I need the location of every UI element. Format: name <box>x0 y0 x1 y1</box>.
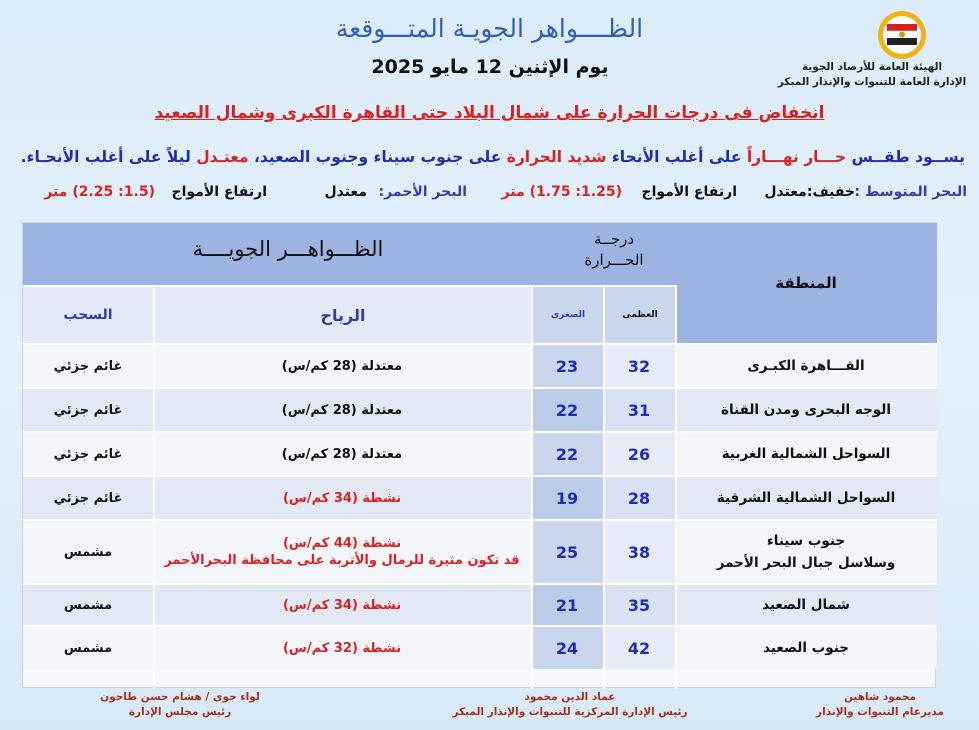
forecast-table <box>22 222 936 688</box>
region-cell <box>675 433 937 475</box>
wind-note: قد تكون مثيرة للرمال والأتربة على محافظة البحرالأحمر <box>164 553 520 568</box>
signature-right: محمود شاهين مديرعام التنبوات والإنذار <box>816 691 944 718</box>
min-temp-cell: 23 <box>531 345 603 387</box>
wind-text: نشطة (32 كم/س) <box>282 640 402 656</box>
min-temp-cell: 19 <box>531 477 603 519</box>
region-cell <box>675 627 937 669</box>
region-header: المنطقة <box>675 223 937 343</box>
clouds-cell: مشمس <box>23 521 153 583</box>
region-name: شمال الصعيد <box>762 597 850 613</box>
temperature-header: درجــة الحـــرارة <box>553 223 675 285</box>
region-name: الوجه البحرى ومدن القناة <box>721 402 891 418</box>
table-row <box>23 475 937 519</box>
phenomena-header: الظـــواهـــر الجويــــة <box>23 223 553 285</box>
med-sea-label: البحر المتوسط : <box>854 184 967 200</box>
wind-text: معتدلة (28 كم/س) <box>281 358 403 374</box>
red-wave-label: ارتفاع الأمواج <box>171 184 267 200</box>
min-temp-header: الصغرى <box>533 285 603 343</box>
wind-text: نشطة (34 كم/س) <box>282 490 402 506</box>
red-sea-state: معتدل <box>324 184 367 200</box>
wind-cell <box>153 627 531 669</box>
signature-left: لواء جوى / هشام حسن طاحون رئيس مجلس الإدارة <box>100 691 260 718</box>
wind-cell <box>153 433 531 475</box>
max-temp-cell: 35 <box>603 585 675 625</box>
max-temp-cell: 32 <box>603 345 675 387</box>
wind-text: معتدلة (28 كم/س) <box>281 402 403 418</box>
meteorological-authority-logo <box>872 8 932 62</box>
region-name: السواحل الشمالية الشرقية <box>716 490 896 506</box>
signature-center: عماد الدين محمود رئيس الإدارة المركزية للتنبوات والإنذار المبكر <box>452 691 688 718</box>
region-cell <box>675 585 937 625</box>
clouds-cell: مشمس <box>23 585 153 625</box>
min-temp-cell: 25 <box>531 521 603 583</box>
table-row <box>23 387 937 431</box>
page-title: الظــــواهر الجويـة المتـــوقعة <box>335 14 644 43</box>
min-temp-cell: 21 <box>531 585 603 625</box>
region-name: جنوب سيناء <box>766 533 846 549</box>
wind-text: نشطة (44 كم/س) <box>282 536 402 551</box>
region-name: القـــاهرة الكبـرى <box>747 358 865 374</box>
weather-summary: يســود طقــس حـــار نهـــاراً على أغلب الأنحاء شديد الحرارة على جنوب سيناء وجنوب الصعيد، معتـدل ليلاً على أغلب الأنحـاء. <box>20 148 965 166</box>
region-cell <box>675 389 937 431</box>
wind-header: الرياح <box>155 285 531 343</box>
min-temp-cell: 22 <box>531 389 603 431</box>
max-temp-cell: 26 <box>603 433 675 475</box>
table-row <box>23 519 937 583</box>
region-name-line2: وسلاسل جبال البحر الأحمر <box>716 555 896 571</box>
med-wave-label: ارتفاع الأمواج <box>641 184 737 200</box>
max-temp-cell: 28 <box>603 477 675 519</box>
region-cell <box>675 477 937 519</box>
med-sea-state: خفيف:معتدل <box>764 184 855 200</box>
region-name: جنوب الصعيد <box>763 640 849 656</box>
forecast-date: يوم الإثنين 12 مايو 2025 <box>371 56 609 78</box>
wind-cell <box>153 345 531 387</box>
sea-conditions <box>7 184 967 206</box>
table-row <box>23 431 937 475</box>
clouds-header: السحب <box>23 285 153 343</box>
max-temp-header: العظمى <box>605 285 675 343</box>
clouds-cell: غائم جزئي <box>23 433 153 475</box>
max-temp-cell: 42 <box>603 627 675 669</box>
clouds-cell: مشمس <box>23 627 153 669</box>
wind-text: نشطة (34 كم/س) <box>282 597 402 613</box>
region-cell <box>675 521 937 583</box>
wind-cell <box>153 521 531 583</box>
wind-cell <box>153 585 531 625</box>
organization-name: الهيئة العامة للأرصاد الجوية الإدارة العامة للتنبوات والإنذار المبكر <box>777 61 967 88</box>
table-row <box>23 343 937 387</box>
table-row <box>23 625 937 669</box>
max-temp-cell: 38 <box>603 521 675 583</box>
wind-cell <box>153 477 531 519</box>
wind-text: معتدلة (28 كم/س) <box>281 446 403 462</box>
clouds-cell: غائم جزئي <box>23 477 153 519</box>
headline-warning: انخفاض فى درجات الحرارة على شمال البلاد حتى القاهرة الكبرى وشمال الصعيد <box>154 103 825 123</box>
min-temp-cell: 24 <box>531 627 603 669</box>
wind-cell <box>153 389 531 431</box>
red-wave-value: (1.5: 2.25) متر <box>44 184 155 200</box>
min-temp-cell: 22 <box>531 433 603 475</box>
clouds-cell: غائم جزئي <box>23 389 153 431</box>
med-wave-value: (1.25: 1.75) متر <box>501 184 622 200</box>
region-name: السواحل الشمالية الغربية <box>721 446 891 462</box>
red-sea-label: البحر الأحمر: <box>378 184 467 200</box>
table-row <box>23 583 937 625</box>
clouds-cell: غائم جزئي <box>23 345 153 387</box>
max-temp-cell: 31 <box>603 389 675 431</box>
region-cell <box>675 345 937 387</box>
